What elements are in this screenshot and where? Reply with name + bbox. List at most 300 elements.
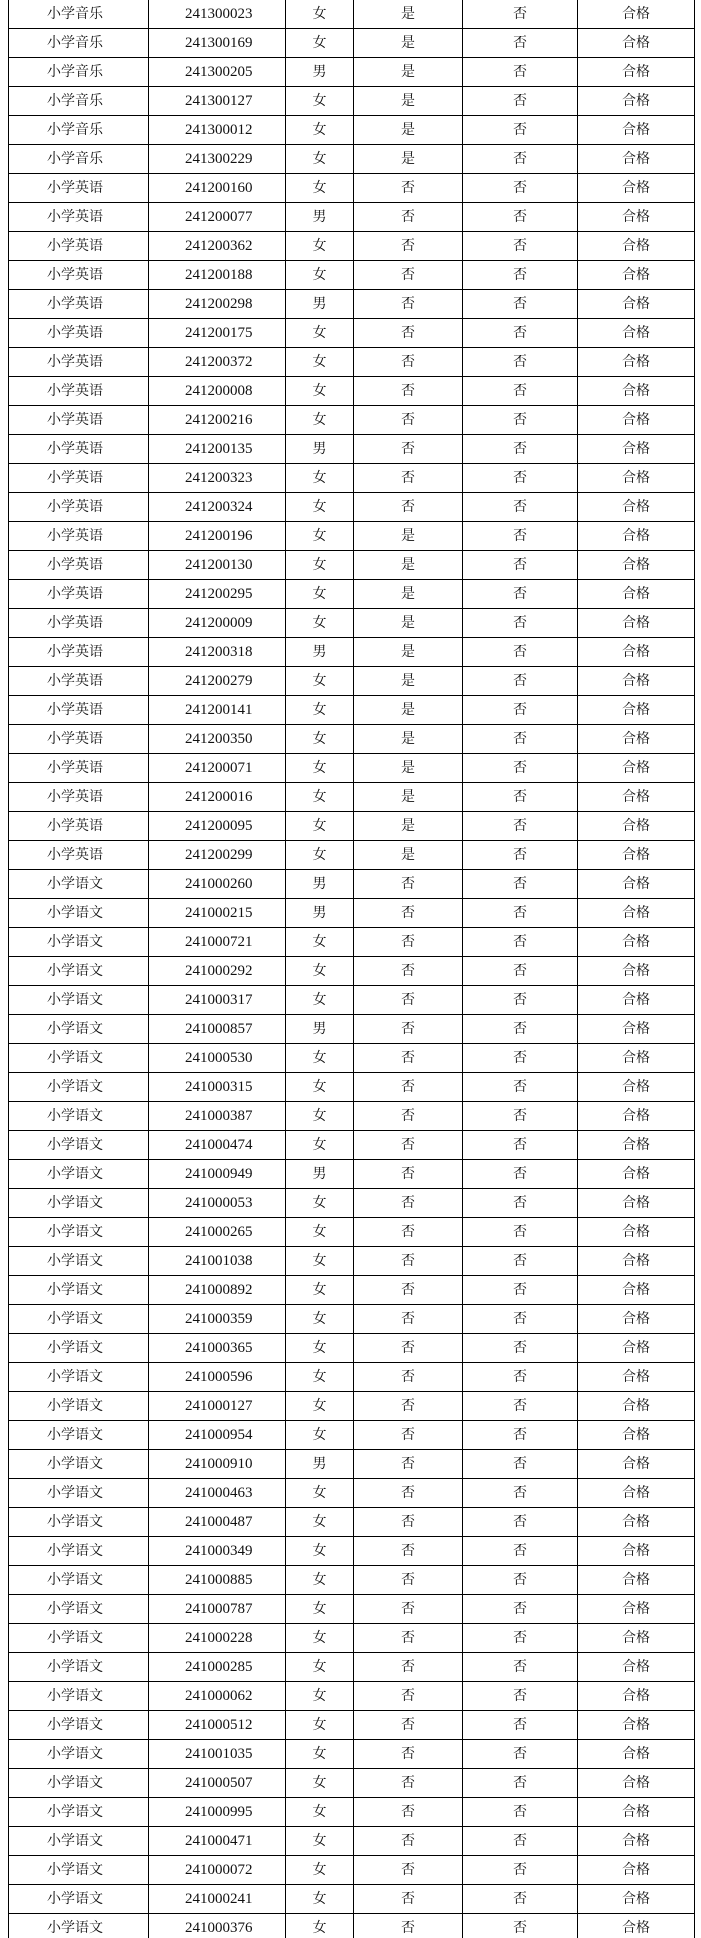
table-row [9,783,695,812]
table-row [9,870,695,899]
table-row [9,841,695,870]
candidate-id-cell: 241300229 [149,145,286,174]
result-cell: 合格 [578,145,695,174]
subject-cell: 小学语文 [9,1566,149,1595]
col4-cell: 否 [354,1566,463,1595]
result-cell: 合格 [578,1189,695,1218]
result-cell: 合格 [578,1421,695,1450]
gender-cell: 女 [286,957,354,986]
results-table [8,0,695,1938]
subject-cell: 小学音乐 [9,116,149,145]
col5-cell: 否 [463,1827,578,1856]
gender-cell: 女 [286,348,354,377]
result-cell: 合格 [578,1682,695,1711]
subject-cell: 小学英语 [9,754,149,783]
gender-cell: 女 [286,1421,354,1450]
candidate-id-cell: 241200135 [149,435,286,464]
col5-cell: 否 [463,754,578,783]
col4-cell: 否 [354,1653,463,1682]
table-row [9,1914,695,1938]
gender-cell: 女 [286,1508,354,1537]
col5-cell: 否 [463,522,578,551]
subject-cell: 小学语文 [9,870,149,899]
gender-cell: 女 [286,986,354,1015]
candidate-id-cell: 241000215 [149,899,286,928]
result-cell: 合格 [578,957,695,986]
gender-cell: 女 [286,232,354,261]
table-row [9,1508,695,1537]
col4-cell: 否 [354,435,463,464]
gender-cell: 女 [286,783,354,812]
subject-cell: 小学语文 [9,928,149,957]
col5-cell: 否 [463,1334,578,1363]
col5-cell: 否 [463,29,578,58]
candidate-id-cell: 241000596 [149,1363,286,1392]
candidate-id-cell: 241000910 [149,1450,286,1479]
table-row [9,1624,695,1653]
table-row [9,1537,695,1566]
col5-cell: 否 [463,1044,578,1073]
table-row [9,377,695,406]
col5-cell: 否 [463,1682,578,1711]
col5-cell: 否 [463,145,578,174]
col5-cell: 否 [463,232,578,261]
table-row [9,1392,695,1421]
gender-cell: 女 [286,1189,354,1218]
subject-cell: 小学语文 [9,1769,149,1798]
gender-cell: 女 [286,696,354,725]
col4-cell: 否 [354,1769,463,1798]
subject-cell: 小学英语 [9,261,149,290]
gender-cell: 女 [286,1073,354,1102]
col4-cell: 否 [354,232,463,261]
gender-cell: 女 [286,87,354,116]
col4-cell: 否 [354,1450,463,1479]
result-cell: 合格 [578,203,695,232]
col4-cell: 否 [354,261,463,290]
col5-cell: 否 [463,174,578,203]
table-row [9,319,695,348]
gender-cell: 男 [286,58,354,87]
col4-cell: 否 [354,203,463,232]
subject-cell: 小学语文 [9,1711,149,1740]
subject-cell: 小学语文 [9,1653,149,1682]
result-cell: 合格 [578,1566,695,1595]
candidate-id-cell: 241000471 [149,1827,286,1856]
result-cell: 合格 [578,1479,695,1508]
candidate-id-cell: 241200077 [149,203,286,232]
subject-cell: 小学英语 [9,348,149,377]
subject-cell: 小学语文 [9,1102,149,1131]
subject-cell: 小学语文 [9,1305,149,1334]
table-row [9,1160,695,1189]
col4-cell: 否 [354,1682,463,1711]
table-row [9,638,695,667]
result-cell: 合格 [578,928,695,957]
table-row [9,696,695,725]
candidate-id-cell: 241001035 [149,1740,286,1769]
col5-cell: 否 [463,928,578,957]
gender-cell: 女 [286,1392,354,1421]
candidate-id-cell: 241000892 [149,1276,286,1305]
table-row [9,551,695,580]
result-cell: 合格 [578,841,695,870]
subject-cell: 小学语文 [9,1276,149,1305]
subject-cell: 小学语文 [9,1073,149,1102]
candidate-id-cell: 241200279 [149,667,286,696]
subject-cell: 小学语文 [9,1421,149,1450]
gender-cell: 女 [286,319,354,348]
subject-cell: 小学英语 [9,812,149,841]
result-cell: 合格 [578,1044,695,1073]
col4-cell: 否 [354,1595,463,1624]
col5-cell: 否 [463,1189,578,1218]
col4-cell: 否 [354,1537,463,1566]
subject-cell: 小学语文 [9,1363,149,1392]
col5-cell: 否 [463,290,578,319]
col5-cell: 否 [463,957,578,986]
table-row [9,464,695,493]
table-row [9,1218,695,1247]
table-row [9,1856,695,1885]
subject-cell: 小学语文 [9,1914,149,1938]
table-row [9,1711,695,1740]
col5-cell: 否 [463,1740,578,1769]
col4-cell: 是 [354,0,463,29]
table-row [9,667,695,696]
col4-cell: 否 [354,406,463,435]
candidate-id-cell: 241000292 [149,957,286,986]
result-cell: 合格 [578,638,695,667]
candidate-id-cell: 241200362 [149,232,286,261]
gender-cell: 女 [286,580,354,609]
gender-cell: 女 [286,1885,354,1914]
subject-cell: 小学语文 [9,1827,149,1856]
col5-cell: 否 [463,986,578,1015]
col5-cell: 否 [463,1102,578,1131]
result-cell: 合格 [578,1131,695,1160]
table-row [9,493,695,522]
col5-cell: 否 [463,464,578,493]
candidate-id-cell: 241000474 [149,1131,286,1160]
table-row [9,58,695,87]
col4-cell: 否 [354,1798,463,1827]
gender-cell: 女 [286,464,354,493]
gender-cell: 女 [286,493,354,522]
col4-cell: 否 [354,1711,463,1740]
result-cell: 合格 [578,1624,695,1653]
candidate-id-cell: 241000072 [149,1856,286,1885]
col5-cell: 否 [463,1276,578,1305]
table-row [9,1044,695,1073]
col4-cell: 否 [354,1102,463,1131]
col5-cell: 否 [463,638,578,667]
col4-cell: 是 [354,29,463,58]
subject-cell: 小学英语 [9,174,149,203]
candidate-id-cell: 241000265 [149,1218,286,1247]
result-cell: 合格 [578,1247,695,1276]
col4-cell: 否 [354,1334,463,1363]
result-cell: 合格 [578,174,695,203]
subject-cell: 小学语文 [9,1044,149,1073]
subject-cell: 小学英语 [9,783,149,812]
result-cell: 合格 [578,899,695,928]
col5-cell: 否 [463,1131,578,1160]
candidate-id-cell: 241200009 [149,609,286,638]
col4-cell: 否 [354,1363,463,1392]
candidate-id-cell: 241300169 [149,29,286,58]
subject-cell: 小学音乐 [9,29,149,58]
table-row [9,290,695,319]
candidate-id-cell: 241000995 [149,1798,286,1827]
result-cell: 合格 [578,1711,695,1740]
table-row [9,1131,695,1160]
result-cell: 合格 [578,464,695,493]
subject-cell: 小学语文 [9,1856,149,1885]
table-row [9,1015,695,1044]
col5-cell: 否 [463,377,578,406]
subject-cell: 小学语文 [9,1392,149,1421]
col5-cell: 否 [463,58,578,87]
col4-cell: 否 [354,1247,463,1276]
subject-cell: 小学语文 [9,1450,149,1479]
result-cell: 合格 [578,725,695,754]
col4-cell: 否 [354,1276,463,1305]
result-cell: 合格 [578,406,695,435]
subject-cell: 小学英语 [9,377,149,406]
results-table-body [9,0,695,1938]
gender-cell: 女 [286,1827,354,1856]
table-row [9,1421,695,1450]
result-cell: 合格 [578,87,695,116]
candidate-id-cell: 241200216 [149,406,286,435]
col4-cell: 否 [354,1044,463,1073]
subject-cell: 小学语文 [9,1334,149,1363]
table-row [9,1363,695,1392]
col4-cell: 否 [354,1740,463,1769]
col4-cell: 否 [354,986,463,1015]
subject-cell: 小学英语 [9,725,149,754]
candidate-id-cell: 241300023 [149,0,286,29]
gender-cell: 女 [286,1305,354,1334]
table-row [9,174,695,203]
col5-cell: 否 [463,0,578,29]
col5-cell: 否 [463,609,578,638]
col5-cell: 否 [463,1537,578,1566]
gender-cell: 女 [286,145,354,174]
candidate-id-cell: 241300012 [149,116,286,145]
col4-cell: 否 [354,1827,463,1856]
subject-cell: 小学音乐 [9,58,149,87]
table-row [9,1566,695,1595]
candidate-id-cell: 241200323 [149,464,286,493]
subject-cell: 小学语文 [9,1798,149,1827]
result-cell: 合格 [578,1276,695,1305]
col5-cell: 否 [463,1595,578,1624]
gender-cell: 女 [286,841,354,870]
table-row [9,406,695,435]
col4-cell: 是 [354,783,463,812]
col4-cell: 否 [354,1885,463,1914]
table-row [9,812,695,841]
table-row [9,1885,695,1914]
col5-cell: 否 [463,1914,578,1938]
result-cell: 合格 [578,580,695,609]
result-cell: 合格 [578,754,695,783]
subject-cell: 小学语文 [9,1189,149,1218]
table-row [9,203,695,232]
table-row [9,580,695,609]
gender-cell: 男 [286,435,354,464]
col4-cell: 是 [354,725,463,754]
table-row [9,1073,695,1102]
col4-cell: 是 [354,609,463,638]
candidate-id-cell: 241000349 [149,1537,286,1566]
col5-cell: 否 [463,1711,578,1740]
gender-cell: 女 [286,1276,354,1305]
subject-cell: 小学英语 [9,464,149,493]
result-cell: 合格 [578,986,695,1015]
result-cell: 合格 [578,1218,695,1247]
col5-cell: 否 [463,1624,578,1653]
col4-cell: 否 [354,870,463,899]
table-row [9,87,695,116]
col4-cell: 是 [354,696,463,725]
result-cell: 合格 [578,783,695,812]
candidate-id-cell: 241200160 [149,174,286,203]
col5-cell: 否 [463,725,578,754]
result-cell: 合格 [578,1305,695,1334]
result-cell: 合格 [578,1856,695,1885]
col5-cell: 否 [463,406,578,435]
col5-cell: 否 [463,841,578,870]
table-row [9,232,695,261]
gender-cell: 男 [286,638,354,667]
subject-cell: 小学语文 [9,1479,149,1508]
table-row [9,1595,695,1624]
result-cell: 合格 [578,1015,695,1044]
candidate-id-cell: 241200175 [149,319,286,348]
table-row [9,928,695,957]
gender-cell: 女 [286,725,354,754]
col5-cell: 否 [463,87,578,116]
gender-cell: 女 [286,1247,354,1276]
result-cell: 合格 [578,435,695,464]
col5-cell: 否 [463,1856,578,1885]
candidate-id-cell: 241000949 [149,1160,286,1189]
result-cell: 合格 [578,1537,695,1566]
result-cell: 合格 [578,1769,695,1798]
result-cell: 合格 [578,1653,695,1682]
result-cell: 合格 [578,696,695,725]
candidate-id-cell: 241200295 [149,580,286,609]
table-row [9,261,695,290]
col5-cell: 否 [463,203,578,232]
gender-cell: 女 [286,1595,354,1624]
gender-cell: 男 [286,1015,354,1044]
gender-cell: 女 [286,1682,354,1711]
gender-cell: 女 [286,551,354,580]
table-row [9,1769,695,1798]
result-cell: 合格 [578,1885,695,1914]
candidate-id-cell: 241200298 [149,290,286,319]
col4-cell: 是 [354,580,463,609]
col4-cell: 否 [354,1131,463,1160]
candidate-id-cell: 241200130 [149,551,286,580]
subject-cell: 小学音乐 [9,0,149,29]
col5-cell: 否 [463,319,578,348]
col5-cell: 否 [463,1073,578,1102]
gender-cell: 女 [286,1218,354,1247]
candidate-id-cell: 241000285 [149,1653,286,1682]
gender-cell: 女 [286,1653,354,1682]
gender-cell: 女 [286,609,354,638]
col4-cell: 是 [354,58,463,87]
subject-cell: 小学语文 [9,1537,149,1566]
candidate-id-cell: 241200141 [149,696,286,725]
col5-cell: 否 [463,1479,578,1508]
result-cell: 合格 [578,1827,695,1856]
table-row [9,1798,695,1827]
candidate-id-cell: 241000721 [149,928,286,957]
table-row [9,1653,695,1682]
candidate-id-cell: 241000463 [149,1479,286,1508]
col4-cell: 否 [354,1392,463,1421]
result-cell: 合格 [578,667,695,696]
col5-cell: 否 [463,1015,578,1044]
table-row [9,754,695,783]
candidate-id-cell: 241300205 [149,58,286,87]
gender-cell: 女 [286,1624,354,1653]
table-row [9,957,695,986]
col5-cell: 否 [463,899,578,928]
col5-cell: 否 [463,1247,578,1276]
result-cell: 合格 [578,29,695,58]
col4-cell: 是 [354,812,463,841]
candidate-id-cell: 241200299 [149,841,286,870]
candidate-id-cell: 241000507 [149,1769,286,1798]
candidate-id-cell: 241200372 [149,348,286,377]
candidate-id-cell: 241000787 [149,1595,286,1624]
candidate-id-cell: 241000315 [149,1073,286,1102]
subject-cell: 小学语文 [9,1885,149,1914]
col4-cell: 否 [354,377,463,406]
result-cell: 合格 [578,1392,695,1421]
candidate-id-cell: 241000053 [149,1189,286,1218]
table-row [9,725,695,754]
col4-cell: 否 [354,319,463,348]
candidate-id-cell: 241200095 [149,812,286,841]
col4-cell: 是 [354,638,463,667]
table-row [9,1247,695,1276]
candidate-id-cell: 241000387 [149,1102,286,1131]
col4-cell: 否 [354,1914,463,1938]
table-row [9,145,695,174]
col4-cell: 是 [354,667,463,696]
col4-cell: 是 [354,754,463,783]
table-row [9,116,695,145]
candidate-id-cell: 241000260 [149,870,286,899]
gender-cell: 男 [286,1160,354,1189]
col4-cell: 是 [354,522,463,551]
table-row [9,1189,695,1218]
col5-cell: 否 [463,1363,578,1392]
col4-cell: 否 [354,899,463,928]
col5-cell: 否 [463,1421,578,1450]
subject-cell: 小学语文 [9,1508,149,1537]
candidate-id-cell: 241000241 [149,1885,286,1914]
result-cell: 合格 [578,812,695,841]
